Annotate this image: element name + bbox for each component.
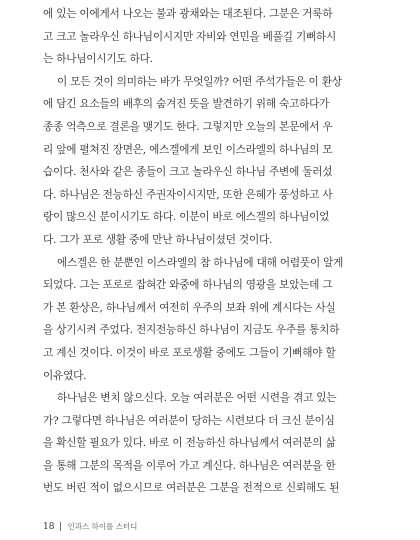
text-line: 에 있는 이에게서 나오는 불과 광채와는 대조된다. 그분은 거룩하: [43, 8, 333, 20]
text-line: 을 상기시켜 주었다. 전지전능하신 하나님이 지금도 우주를 통치하: [43, 324, 340, 337]
running-title: 인과스 하이를 스터디: [67, 522, 138, 531]
body-text: [43, 3, 381, 500]
text-line: 번도 버린 적이 없으시므로 여러분은 그분을 전적으로 신뢰해도 된: [43, 482, 340, 495]
text-line: 에스겔은 한 분뿐인 이스라엘의 참 하나님에 대해 어렴풋이 알게: [57, 256, 344, 269]
text-line: 되었다. 그는 포로로 잡혀간 와중에 하나님의 영광을 보았는데 그: [43, 279, 333, 292]
text-line: 을 통해 그분의 목적을 이루어 가고 계신다. 하나님은 여러분을 한: [43, 459, 336, 472]
page-number: 18: [43, 521, 55, 532]
footer-divider: [60, 522, 61, 531]
text-line: 을 확신할 필요가 있다. 바로 이 전능하신 하나님께서 여러분의 삶: [43, 437, 336, 450]
text-line: 고 계신 것이다. 이것이 바로 포로생활 중에도 그들이 기뻐해야 할: [43, 346, 336, 359]
text-line: 리 앞에 펼쳐진 장면은, 에스겔에게 보인 이스라엘의 하나님의 모: [43, 143, 333, 156]
page-footer: [43, 521, 137, 532]
text-line: 다. 하나님은 전능하신 주권자이시지만, 또한 은혜가 풍성하고 사: [43, 188, 333, 201]
text-line: 종종 억측으로 결론을 맺기도 한다. 그렇지만 오늘의 본문에서 우: [43, 120, 333, 133]
text-line: 는 하나님이시기도 하다.: [43, 53, 153, 66]
text-line: 고 크고 놀라우신 하나님이시지만 자비와 연민을 베풀길 기뻐하시: [43, 30, 337, 43]
text-line: 다. 그가 포로 생활 중에 만난 하나님이셨던 것이다.: [43, 233, 273, 246]
text-line: 에 담긴 요소들의 배후의 숨겨진 뜻을 발견하기 위해 숙고하다가: [43, 98, 330, 111]
text-line: 랑이 많으신 분이시기도 하다. 이분이 바로 에스겔의 하나님이었: [43, 211, 330, 224]
text-line: 가? 그렇다면 하나님은 여러분이 당하는 시련보다 더 크신 분이심: [43, 414, 335, 427]
text-line: 하나님은 변치 않으신다. 오늘 여러분은 어떤 시련을 겪고 있는: [57, 392, 337, 405]
text-line: 습이다. 천사와 같은 종들이 크고 놀라우신 하나님 주변에 둘러섰: [43, 166, 333, 179]
text-line: 가 본 환상은, 하나님께서 여전히 우주의 보좌 위에 계시다는 사실: [43, 301, 336, 314]
text-line: 이유였다.: [43, 369, 87, 382]
text-line: 이 모든 것이 의미하는 바가 무엇일까? 어떤 주석가들은 이 환상: [57, 75, 342, 88]
